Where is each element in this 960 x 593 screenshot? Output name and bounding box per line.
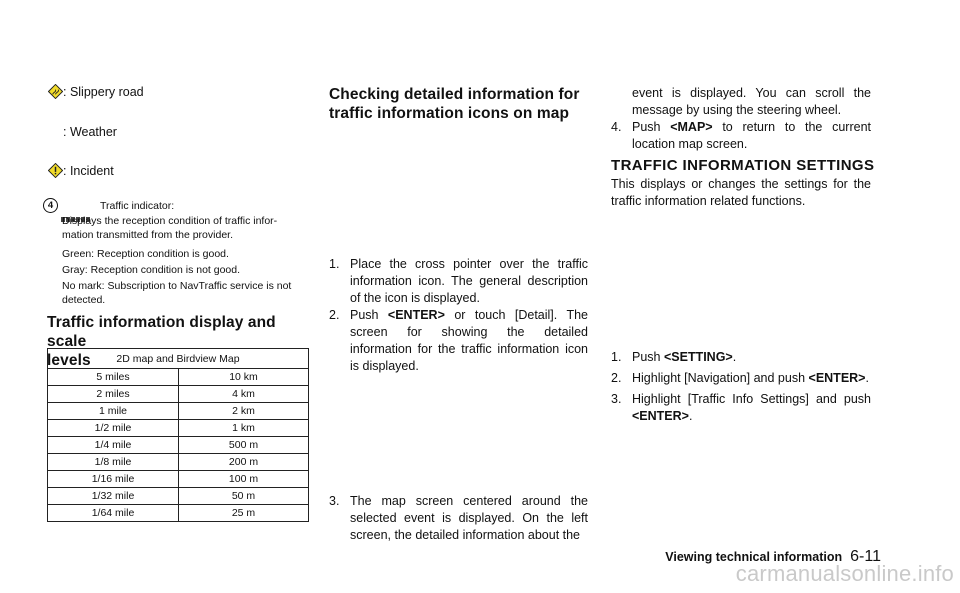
scale-table [47,348,309,522]
footer-section-title: Viewing technical information [665,550,843,564]
step-3-continuation: event is displayed. You can scroll the message by using the steering wheel. [632,86,871,117]
item-number-4: 4 [43,198,58,213]
traffic-indicator-title: Traffic indicator: [100,200,175,212]
table-row [48,471,309,488]
table-cell: 200 m [179,454,309,471]
traffic-indicator-gray: Gray: Reception condition is not good. [62,264,241,276]
detail-info-heading: Checking detailed information for traffic information icons on map [329,86,580,122]
table-row [48,488,309,505]
enter-key-label: <ENTER> [387,308,445,322]
traffic-indicator-description: Displays the reception condition of traffic infor- mation transmitted from the provider. [62,215,278,241]
table-cell: 1 km [179,420,309,437]
right-step-4: 4. Push <MAP> to return to the current location map screen. [611,120,871,151]
traffic-settings-intro: This displays or changes the settings for the traffic information related functions. [611,177,871,208]
enter-key-label: <ENTER> [808,371,866,385]
slippery-road-icon [48,84,63,99]
table-row [48,403,309,420]
map-key-label: <MAP> [670,120,713,134]
table-cell: 10 km [179,369,309,386]
table-cell: 500 m [179,437,309,454]
slippery-road-label: : Slippery road [63,85,144,99]
incident-label: : Incident [63,164,114,178]
table-cell: 5 miles [48,369,179,386]
table-row [48,386,309,403]
traffic-indicator-icon [61,204,91,209]
incident-icon [48,163,63,178]
table-cell: 2 miles [48,386,179,403]
traffic-settings-heading: TRAFFIC INFORMATION SETTINGS [611,157,875,174]
table-header-row [48,349,309,369]
table-cell: 1/2 mile [48,420,179,437]
table-cell: 1/4 mile [48,437,179,454]
middle-step-1: 1. Place the cross pointer over the traffic information icon. The general description of the icon is displayed. [329,257,588,305]
table-cell: 50 m [179,488,309,505]
table-cell: 1/32 mile [48,488,179,505]
table-cell: 25 m [179,505,309,522]
table-header: 2D map and Birdview Map [48,349,309,369]
weather-label: : Weather [63,125,117,139]
table-row [48,437,309,454]
table-row [48,454,309,471]
traffic-indicator-green: Green: Reception condition is good. [62,248,229,260]
table-cell: 4 km [179,386,309,403]
table-row [48,420,309,437]
page-number: 6-11 [850,548,881,565]
middle-step-3: 3. The map screen centered around the selected event is displayed. On the left screen, the detailed information about the [329,494,588,542]
table-cell: 1/64 mile [48,505,179,522]
scale-section-heading: Traffic information display and scale levels [47,314,276,369]
table-row [48,505,309,522]
table-row [48,369,309,386]
table-cell: 1 mile [48,403,179,420]
table-cell: 2 km [179,403,309,420]
watermark: carmanualsonline.info [735,561,954,586]
settings-step-3: 3. Highlight [Traffic Info Settings] and push <ENTER>. [611,392,871,423]
setting-key-label: <SETTING> [663,350,733,364]
table-cell: 100 m [179,471,309,488]
table-cell: 1/8 mile [48,454,179,471]
settings-step-2: 2. Highlight [Navigation] and push <ENTER>. [611,371,869,385]
middle-step-2: 2. Push <ENTER> or touch [Detail]. The screen for showing the detailed information for the traffic information icon is displayed. [329,308,588,373]
traffic-indicator-nomark: No mark: Subscription to NavTraffic service is not detected. [62,280,292,306]
table-cell: 1/16 mile [48,471,179,488]
enter-key-label: <ENTER> [632,409,689,423]
settings-step-1: 1. Push <SETTING>. [611,350,737,364]
